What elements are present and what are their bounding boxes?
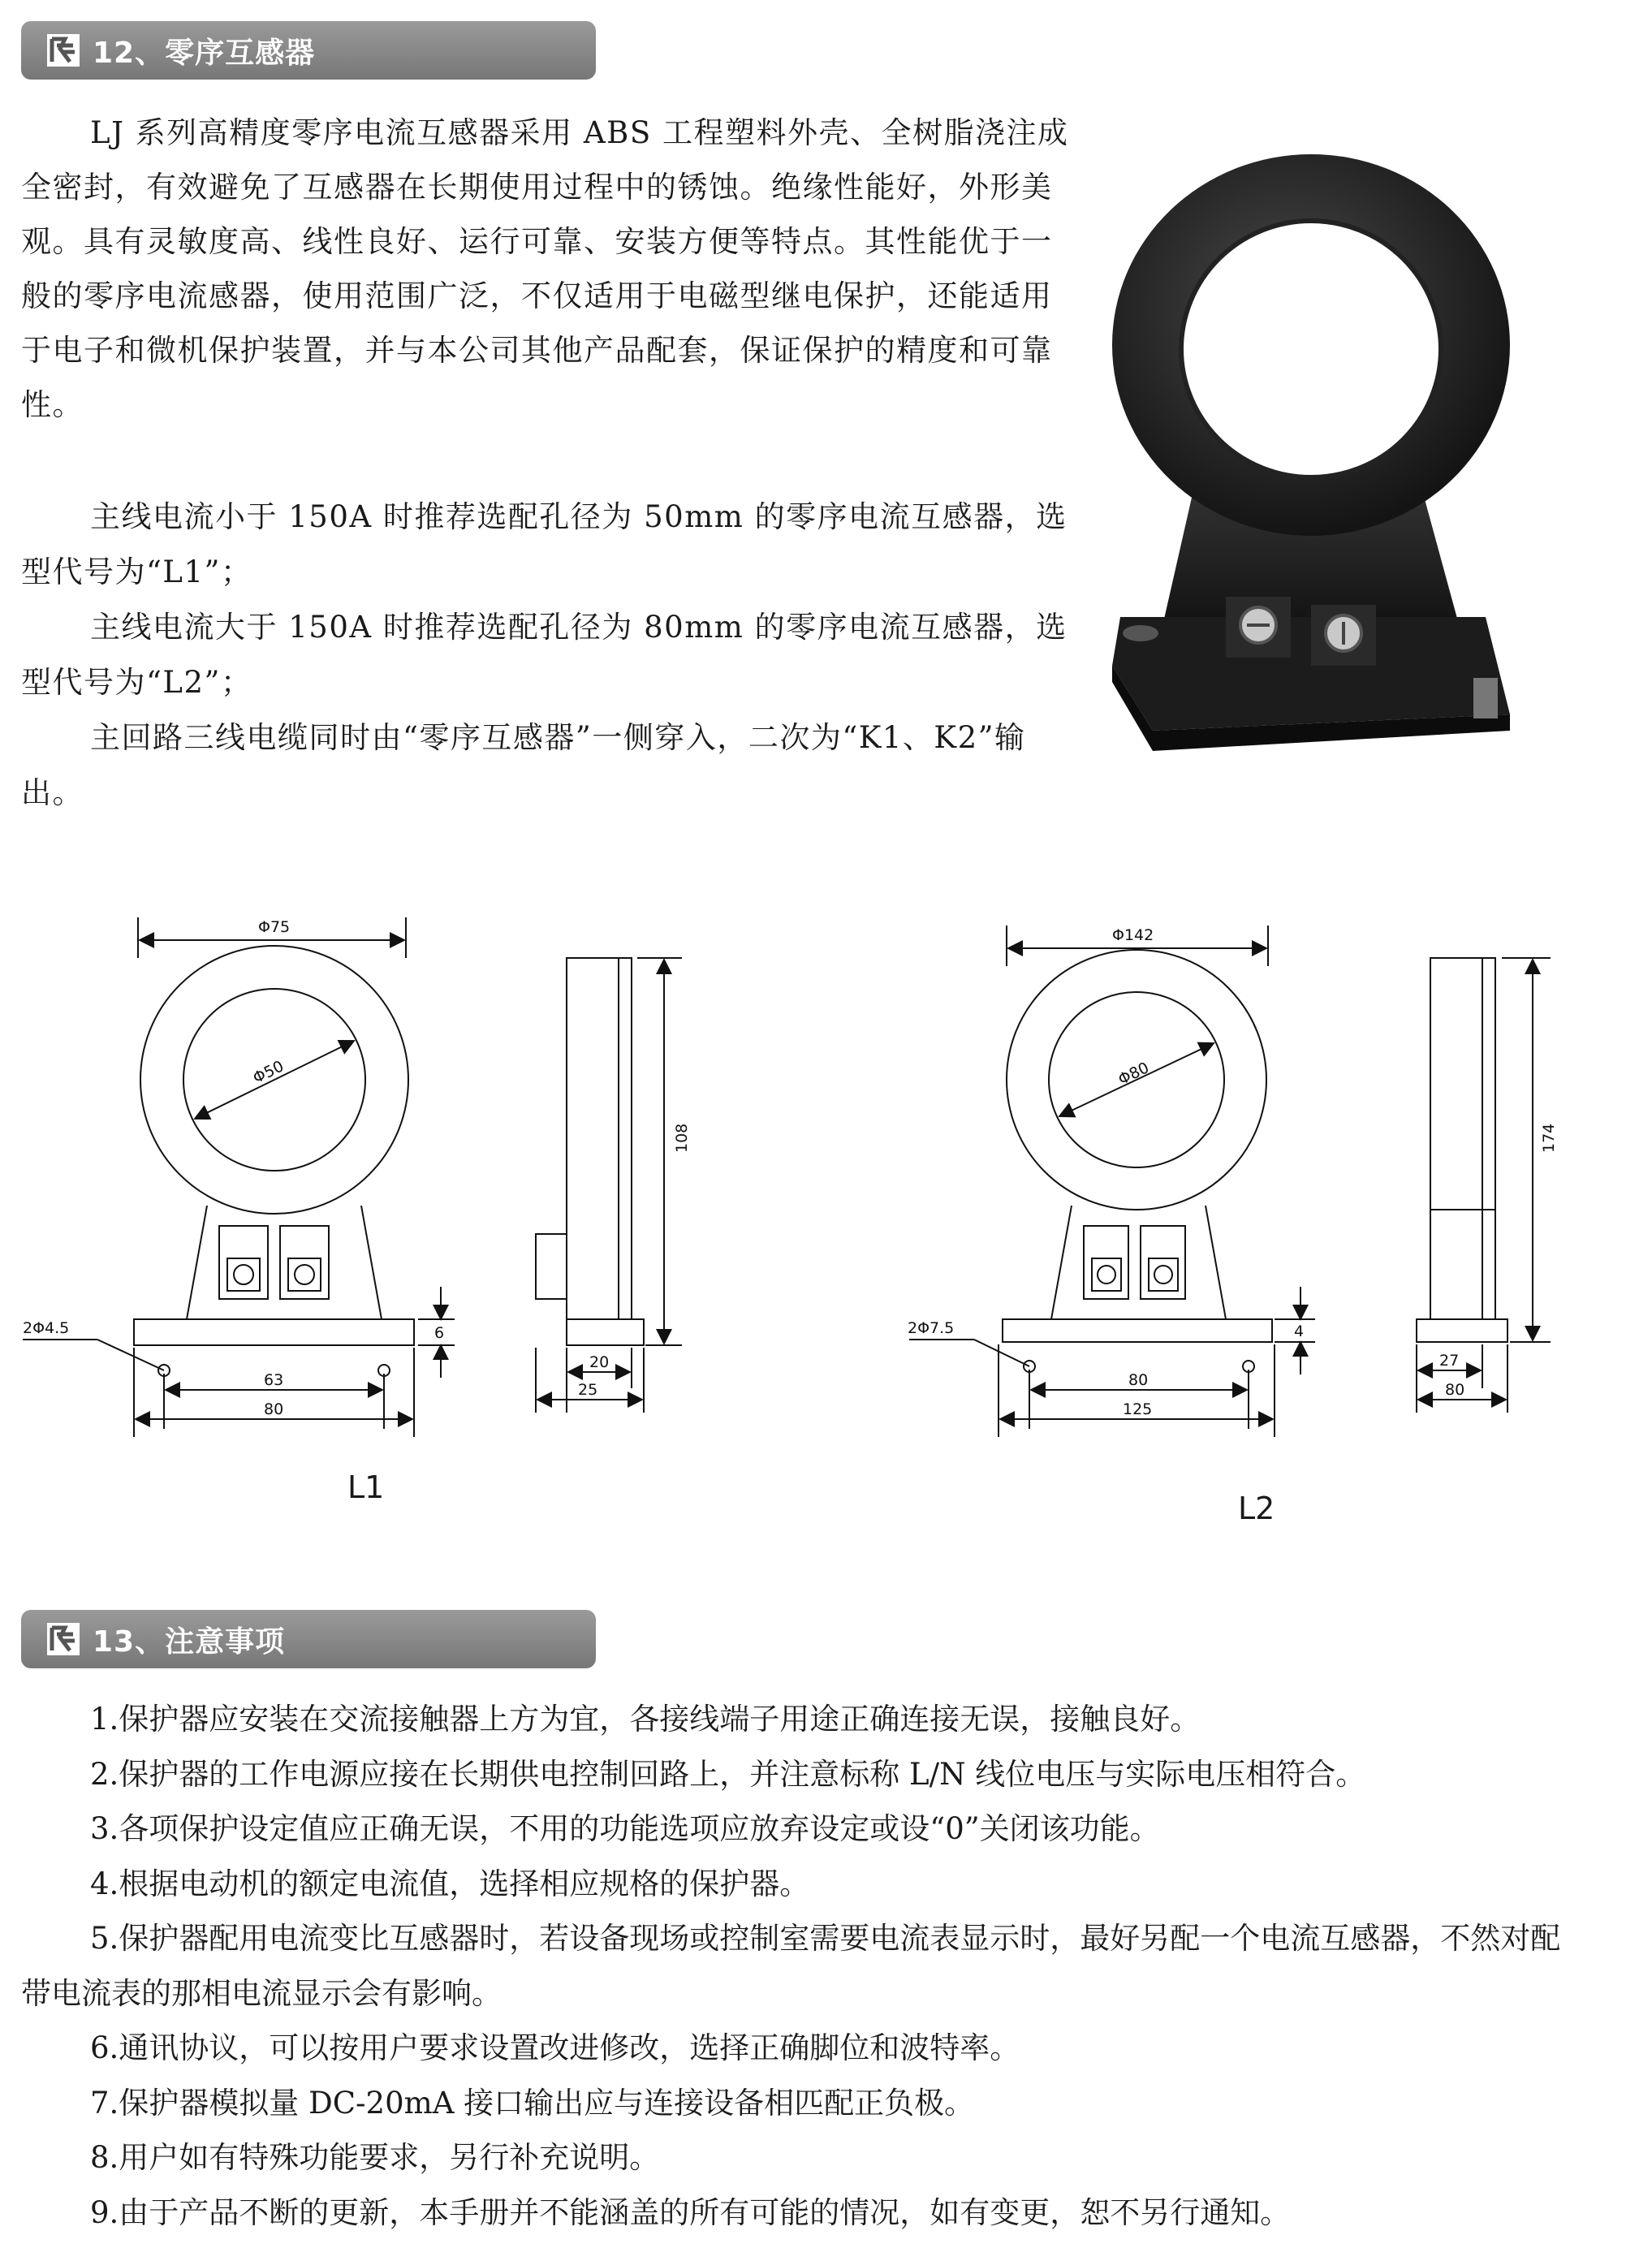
dimension-drawings (0, 877, 1652, 1551)
l2-side-body-depth-label: 27 (1439, 1352, 1460, 1370)
l2-outer-dia-label: Φ142 (1112, 926, 1154, 944)
precaution-item: 6.通讯协议，可以按用户要求设置改进修改，选择正确脚位和波特率。 (90, 2030, 1020, 2065)
l1-side-view (536, 958, 682, 1413)
l2-base-width-label: 125 (1123, 1400, 1153, 1418)
section-12-header (21, 21, 596, 80)
selection-note-l1: 主线电流小于 150A 时推荐选配孔径为 50mm 的零序电流互感器，选型代号为“L1”； (21, 499, 1068, 589)
l2-side-base-depth-label: 80 (1445, 1381, 1465, 1399)
selection-notes (21, 490, 1080, 821)
section-13-title: 13、注意事项 (93, 1625, 286, 1659)
selection-note-wiring: 主回路三线电缆同时由“零序互感器”一侧穿入，二次为“K1、K2”输出。 (21, 720, 1026, 810)
l1-outer-dia-label: Φ75 (258, 918, 291, 936)
precaution-item: 8.用户如有特殊功能要求，另行补充说明。 (90, 2140, 660, 2175)
intro-paragraph: LJ 系列高精度零序电流互感器采用 ABS 工程塑料外壳、全树脂浇注成全密封，有效避免了互感器在长期使用过程中的锈蚀。绝缘性能好，外形美观。具有灵敏度高、线性良好、运行可靠、安装方便等特点。其性能优于一般的零序电流感器，使用范围广泛，不仅适用于电磁型继电保护，还能适用于电子和微机保护装置，并与本公司其他产品配套，保证保护的精度和可靠性。 (21, 115, 1069, 422)
precaution-item: 9.由于产品不断的更新，本手册并不能涵盖的所有可能的情况，如有变更，恕不另行通知。 (90, 2194, 1291, 2230)
l1-hole-spacing-label: 63 (264, 1371, 284, 1389)
precaution-item: 5.保护器配用电流变比互感器时，若设备现场或控制室需要电流表显示时，最好另配一个电流互感器，不然对配带电流表的那相电流显示会有影响。 (21, 1921, 1561, 2011)
l1-base-width-label: 80 (264, 1400, 284, 1418)
l2-front-view (909, 926, 1315, 1437)
l2-inner-dia-label: Φ80 (1115, 1059, 1152, 1089)
ct-product-photo (1104, 146, 1526, 755)
l2-hole-spacing-label: 80 (1128, 1371, 1149, 1389)
l1-holes-label: 2Φ4.5 (23, 1319, 70, 1337)
precaution-item: 1.保护器应安装在交流接触器上方为宜，各接线端子用途正确连接无误，接触良好。 (90, 1702, 1201, 1737)
l1-inner-dia-label: Φ50 (250, 1057, 287, 1088)
precautions-list (21, 1692, 1564, 2240)
precaution-item: 2.保护器的工作电源应接在长期供电控制回路上，并注意标称 L/N 线位电压与实际电压相符合。 (90, 1756, 1366, 1792)
brand-logo-icon (45, 1621, 81, 1657)
l2-holes-label: 2Φ7.5 (908, 1319, 955, 1337)
l1-model-label: L1 (347, 1469, 385, 1505)
brand-logo-icon (45, 32, 81, 68)
l2-height-label: 174 (1540, 1123, 1558, 1153)
precaution-item: 3.各项保护设定值应正确无误，不用的功能选项应放弃设定或设“0”关闭该功能。 (90, 1811, 1160, 1846)
section-12-title: 12、零序互感器 (93, 36, 316, 70)
selection-note-l2: 主线电流大于 150A 时推荐选配孔径为 80mm 的零序电流互感器，选型代号为“L2”； (21, 610, 1068, 700)
precaution-item: 7.保护器模拟量 DC-20mA 接口输出应与连接设备相匹配正负极。 (90, 2085, 975, 2121)
l2-base-thickness-label: 4 (1294, 1322, 1305, 1340)
l1-side-base-depth-label: 25 (578, 1381, 598, 1399)
precaution-item: 4.根据电动机的额定电流值，选择相应规格的保护器。 (90, 1866, 810, 1901)
l2-model-label: L2 (1238, 1491, 1275, 1526)
l1-front-view (23, 917, 455, 1437)
l1-base-thickness-label: 6 (434, 1324, 445, 1342)
l2-side-view (1417, 958, 1551, 1413)
l1-side-body-depth-label: 20 (589, 1353, 610, 1371)
section-13-header (21, 1610, 596, 1668)
l1-height-label: 108 (673, 1123, 691, 1153)
